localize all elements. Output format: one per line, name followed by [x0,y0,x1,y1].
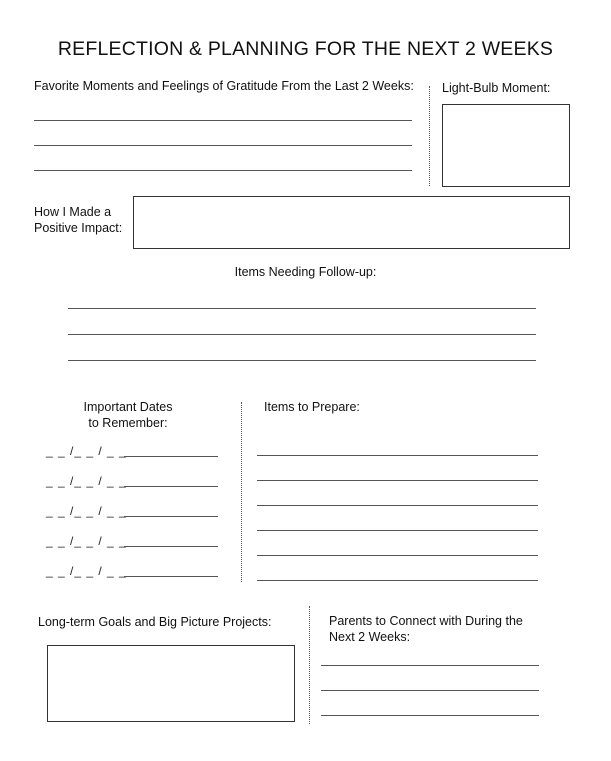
page-title: REFLECTION & PLANNING FOR THE NEXT 2 WEEKS [57,38,554,60]
gratitude-line-1[interactable] [34,120,412,121]
dates-label-line1: Important Dates [83,400,173,414]
prepare-line-4[interactable] [257,530,538,531]
impact-box[interactable] [133,196,570,249]
date-line-5[interactable] [124,576,218,577]
light-bulb-label: Light-Bulb Moment: [442,81,551,95]
prepare-line-5[interactable] [257,555,538,556]
gratitude-line-2[interactable] [34,145,412,146]
follow-up-line-1[interactable] [68,308,536,309]
parents-line-1[interactable] [321,665,539,666]
prepare-line-6[interactable] [257,580,538,581]
impact-label-line1: How I Made a [34,205,112,219]
prepare-line-3[interactable] [257,505,538,506]
light-bulb-box[interactable] [442,104,570,187]
prepare-label: Items to Prepare: [264,400,360,414]
vertical-divider-bottom [309,606,310,724]
goals-box[interactable] [47,645,295,722]
parents-label-line2: Next 2 Weeks: [329,630,411,644]
date-line-3[interactable] [124,516,218,517]
date-placeholder-1[interactable]: _ _ /_ _ / _ _ [46,444,127,458]
parents-line-3[interactable] [321,715,539,716]
date-line-1[interactable] [124,456,218,457]
parents-label-line1: Parents to Connect with During the [329,614,523,628]
gratitude-label: Favorite Moments and Feelings of Gratitude From the Last 2 Weeks: [34,79,414,93]
vertical-divider-top [429,86,430,186]
goals-label: Long-term Goals and Big Picture Projects: [38,615,272,629]
follow-up-line-3[interactable] [68,360,536,361]
follow-up-label: Items Needing Follow-up: [234,265,377,279]
follow-up-line-2[interactable] [68,334,536,335]
prepare-line-2[interactable] [257,480,538,481]
date-placeholder-2[interactable]: _ _ /_ _ / _ _ [46,474,127,488]
date-line-4[interactable] [124,546,218,547]
prepare-line-1[interactable] [257,455,538,456]
parents-line-2[interactable] [321,690,539,691]
impact-label-line2: Positive Impact: [34,221,123,235]
date-placeholder-3[interactable]: _ _ /_ _ / _ _ [46,504,127,518]
gratitude-line-3[interactable] [34,170,412,171]
date-placeholder-4[interactable]: _ _ /_ _ / _ _ [46,534,127,548]
date-placeholder-5[interactable]: _ _ /_ _ / _ _ [46,564,127,578]
date-line-2[interactable] [124,486,218,487]
vertical-divider-middle [241,402,242,582]
dates-label-line2: to Remember: [88,416,168,430]
